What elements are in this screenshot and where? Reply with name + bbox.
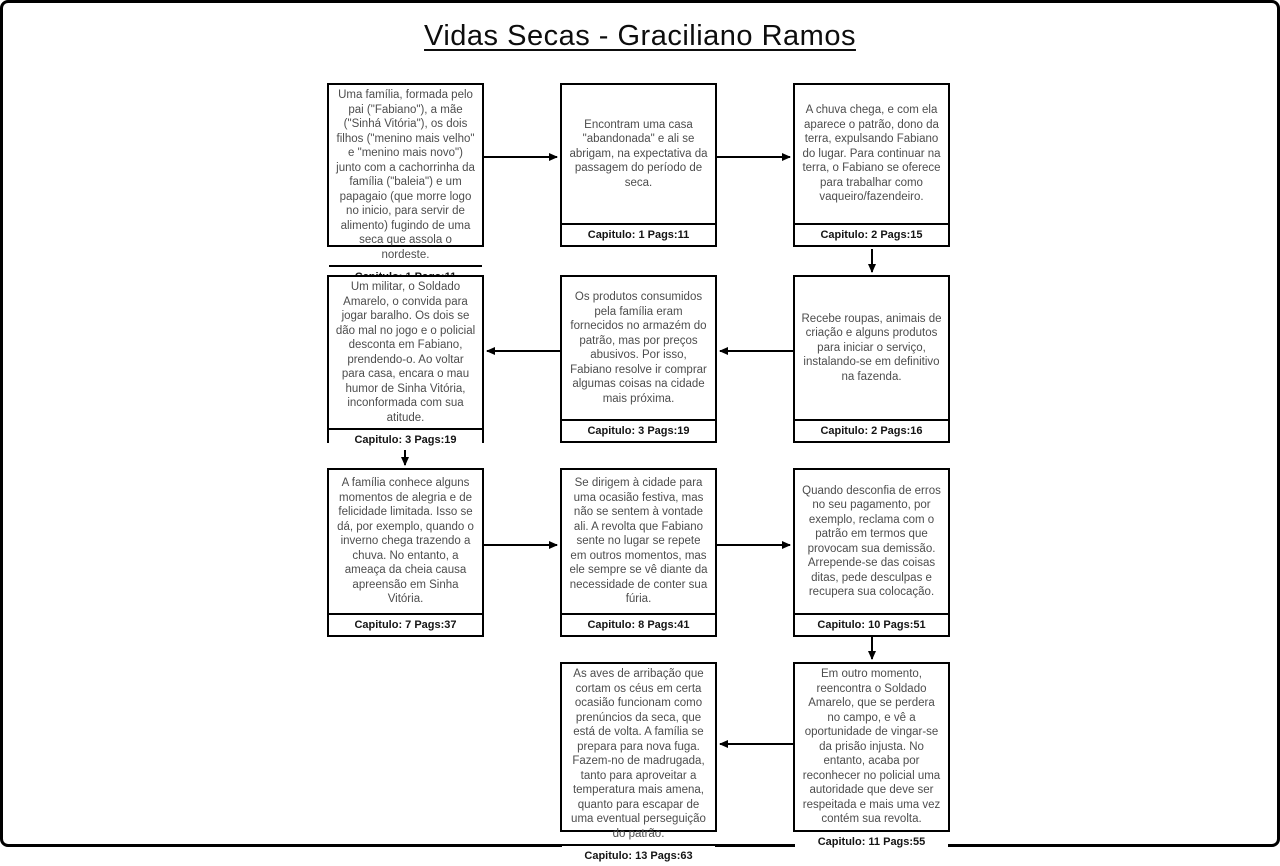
node-description: Encontram uma casa "abandonada" e ali se abrigam, na expectativa da passagem do período de seca. [569,118,708,189]
flow-node-3 [793,83,950,247]
flow-node-1 [327,83,484,261]
flow-node-4 [793,275,950,443]
flow-node-10 [793,662,950,848]
node-chapter-label: Capitulo: 11 Pags:55 [795,830,948,852]
node-description: Se dirigem à cidade para uma ocasião festiva, mas não se sentem à vontade ali. A revolta que Fabiano sente no lugar se repete em outros momentos, mas ele sempre se vê diante da necessidade de conter sua fúria. [569,477,708,606]
flow-node-2 [560,83,717,247]
node-chapter-label: Capitulo: 2 Pags:15 [795,223,948,245]
node-description: Quando desconfia de erros no seu pagamento, por exemplo, reclama com o patrão em termos que provocam sua demissão. Arrepende-se das coisas ditas, pede desculpas e recupera sua colocação. [802,484,941,598]
flow-node-5 [560,275,717,443]
flow-node-9 [793,468,950,637]
node-description: As aves de arribação que cortam os céus em certa ocasião funcionam como prenúncios da seca, que está de volta. A família se prepara para nova fuga. Fazem-no de madrugada, tanto para aproveitar a temperatura mais amena, quanto para escapar de uma eventual perseguição do patrão. [571,668,706,840]
node-description: A chuva chega, e com ela aparece o patrão, dono da terra, expulsando Fabiano do lugar. Para continuar na terra, o Fabiano se oferece para trabalhar como vaqueiro/fazendeiro. [802,104,941,204]
diagram-title: Vidas Secas - Graciliano Ramos [424,20,856,52]
flow-node-7 [327,468,484,637]
node-chapter-label: Capitulo: 2 Pags:16 [795,419,948,441]
node-chapter-label: Capitulo: 8 Pags:41 [562,613,715,635]
node-description: Uma família, formada pelo pai ("Fabiano"), a mãe ("Sinhá Vitória"), os dois filhos ("menino mais velho" e "menino mais novo") junto com a cachorrinha da família ("baleia") e um papagaio (que morre logo no inicio, para servir de alimento) fugindo de uma seca que assola o nordeste. [336,89,475,261]
flow-node-6 [327,275,484,446]
node-description: Um militar, o Soldado Amarelo, o convida para jogar baralho. Os dois se dão mal no jogo e o policial desconta em Fabiano, prendendo-o. Ao voltar para casa, encara o mau humor de Sinha Vitória, inconformada com sua atitude. [335,281,476,424]
flow-node-11 [560,662,717,862]
node-description: Os produtos consumidos pela família eram fornecidos no armazém do patrão, mas por preços abusivos. Por isso, Fabiano resolve ir comprar algumas coisas na cidade mais próxima. [570,291,707,405]
node-description: Recebe roupas, animais de criação e alguns produtos para iniciar o serviço, instalando-se em definitivo na fazenda. [801,312,942,383]
node-description: Em outro momento, reencontra o Soldado Amarelo, que se perdera no campo, e vê a oportunidade de vingar-se da prisão injusta. No entanto, acaba por reconhecer no policial uma autoridade que deve ser respeitada e mais uma vez contém sua revolta. [802,668,941,825]
node-description: A família conhece alguns momentos de alegria e de felicidade limitada. Isso se dá, por exemplo, quando o inverno chega trazendo a chuva. No entanto, a ameaça da cheia causa apreensão em Sinha Vitória. [337,477,474,606]
node-chapter-label: Capitulo: 3 Pags:19 [329,428,482,450]
flow-node-8 [560,468,717,637]
node-chapter-label: Capitulo: 1 Pags:11 [562,223,715,245]
node-chapter-label: Capitulo: 7 Pags:37 [329,613,482,635]
node-chapter-label: Capitulo: 3 Pags:19 [562,419,715,441]
node-chapter-label: Capitulo: 13 Pags:63 [562,844,715,866]
node-chapter-label: Capitulo: 10 Pags:51 [795,613,948,635]
